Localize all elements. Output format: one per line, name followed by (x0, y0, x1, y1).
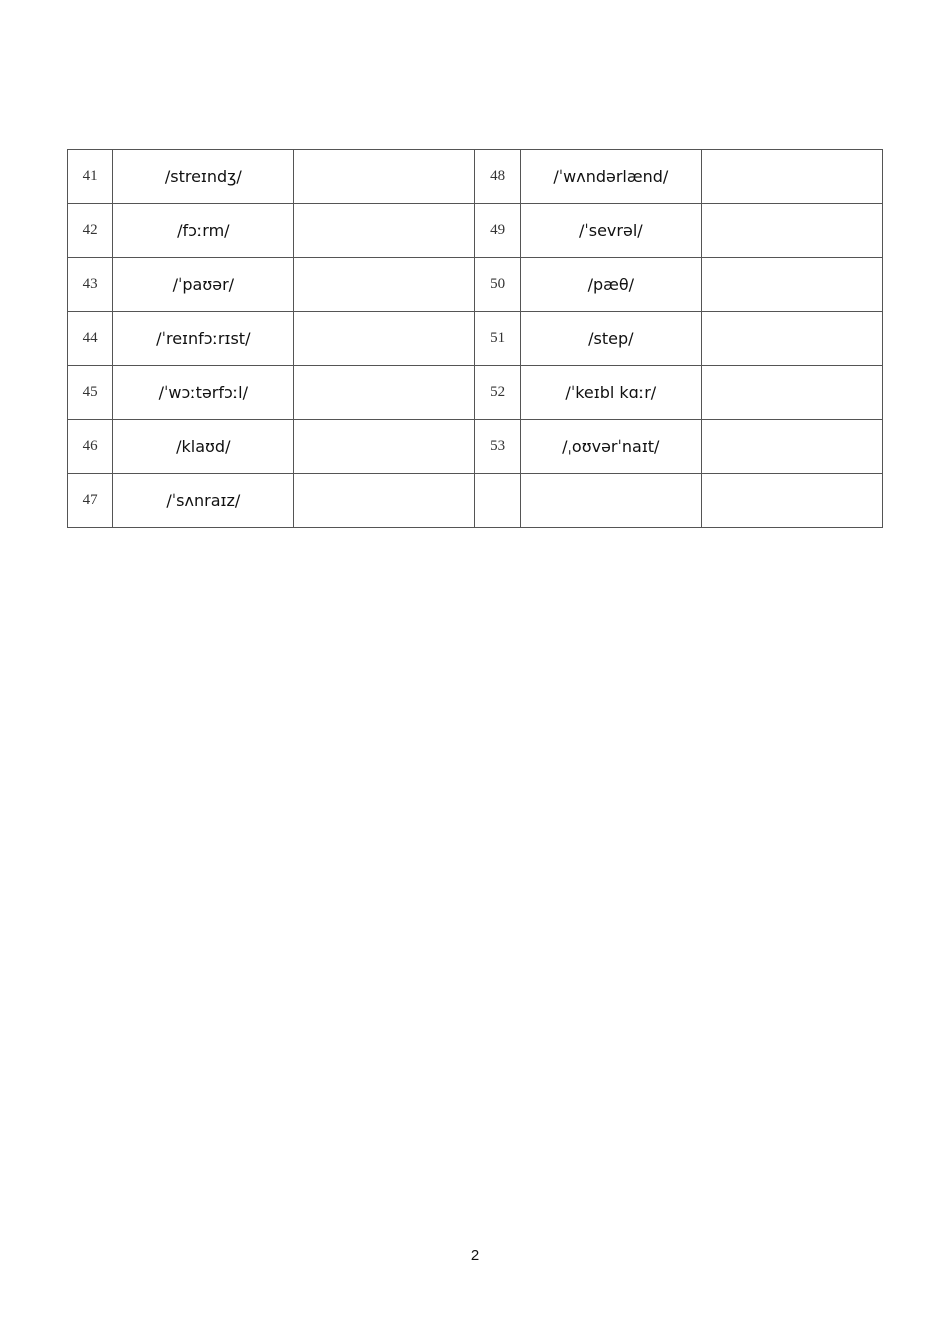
table-row (68, 312, 883, 366)
item-number: 47 (68, 474, 113, 528)
vocabulary-table (67, 149, 883, 528)
phonetic-transcription: /ˈsʌnraɪz/ (113, 474, 294, 528)
page-number: 2 (470, 1247, 480, 1264)
phonetic-transcription (520, 474, 701, 528)
item-number: 44 (68, 312, 113, 366)
phonetic-transcription: /ˈsevrəl/ (520, 204, 701, 258)
phonetic-transcription: /klaʊd/ (113, 420, 294, 474)
answer-cell[interactable] (701, 366, 882, 420)
answer-cell[interactable] (294, 258, 475, 312)
answer-cell[interactable] (701, 420, 882, 474)
phonetic-transcription: /streɪndʒ/ (113, 150, 294, 204)
answer-cell[interactable] (294, 474, 475, 528)
answer-cell[interactable] (701, 312, 882, 366)
table-row (68, 474, 883, 528)
answer-cell[interactable] (294, 312, 475, 366)
table-row (68, 258, 883, 312)
item-number: 43 (68, 258, 113, 312)
phonetic-transcription: /ˈpaʊər/ (113, 258, 294, 312)
answer-cell[interactable] (294, 204, 475, 258)
phonetic-transcription: /ˈwʌndərlænd/ (520, 150, 701, 204)
answer-cell[interactable] (701, 150, 882, 204)
answer-cell[interactable] (294, 366, 475, 420)
phonetic-transcription: /ˈreɪnfɔːrɪst/ (113, 312, 294, 366)
answer-cell[interactable] (294, 420, 475, 474)
item-number: 42 (68, 204, 113, 258)
answer-cell[interactable] (294, 150, 475, 204)
item-number (475, 474, 520, 528)
item-number: 45 (68, 366, 113, 420)
phonetic-transcription: /pæθ/ (520, 258, 701, 312)
item-number: 53 (475, 420, 520, 474)
item-number: 51 (475, 312, 520, 366)
phonetic-transcription: /ˈwɔːtərfɔːl/ (113, 366, 294, 420)
answer-cell[interactable] (701, 258, 882, 312)
item-number: 52 (475, 366, 520, 420)
answer-cell[interactable] (701, 474, 882, 528)
table-row (68, 366, 883, 420)
answer-cell[interactable] (701, 204, 882, 258)
table-row (68, 420, 883, 474)
item-number: 49 (475, 204, 520, 258)
table-row (68, 150, 883, 204)
item-number: 46 (68, 420, 113, 474)
phonetic-transcription: /step/ (520, 312, 701, 366)
phonetic-transcription: /fɔːrm/ (113, 204, 294, 258)
item-number: 50 (475, 258, 520, 312)
phonetic-transcription: /ˌoʊvərˈnaɪt/ (520, 420, 701, 474)
phonetic-transcription: /ˈkeɪbl kɑːr/ (520, 366, 701, 420)
table-row (68, 204, 883, 258)
item-number: 48 (475, 150, 520, 204)
item-number: 41 (68, 150, 113, 204)
